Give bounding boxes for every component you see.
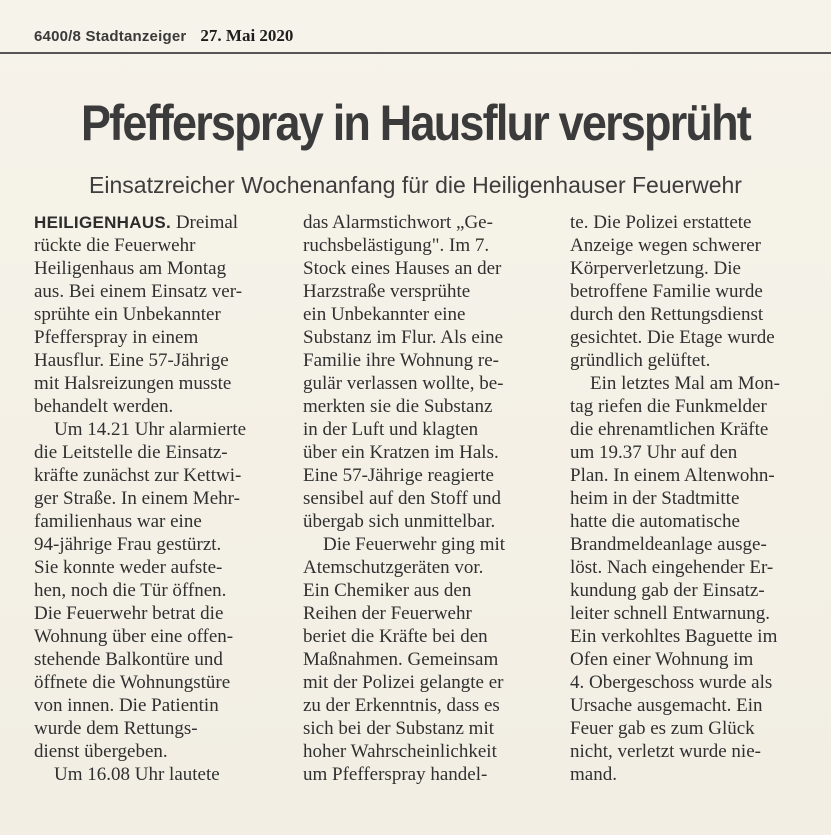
article-line: hatte die automatische xyxy=(570,511,740,532)
article-line: zu der Erkenntnis, dass es xyxy=(303,695,500,716)
article-line: gulär verlassen wollte, be- xyxy=(303,373,504,394)
article-line: sprühte ein Unbekannter xyxy=(34,304,221,325)
article-line: mand. xyxy=(570,764,617,785)
article-headline: Pfefferspray in Hausflur versprüht xyxy=(80,95,750,151)
article-line: öffnete die Wohnungstüre xyxy=(34,672,231,693)
article-line: Wohnung über eine offen- xyxy=(34,626,234,647)
article-line: kräfte zunächst zur Kettwi- xyxy=(34,465,242,486)
article-line: Pfefferspray in einem xyxy=(34,327,199,348)
article-line: Hausflur. Eine 57-Jährige xyxy=(34,350,229,371)
article-line: Ein Chemiker aus den xyxy=(303,580,472,601)
article-line: heim in der Stadtmitte xyxy=(570,488,740,509)
article-column-2 xyxy=(303,211,553,786)
article-line: Ofen einer Wohnung im xyxy=(570,649,754,670)
article-line: Um 16.08 Uhr lautete xyxy=(54,764,220,785)
article-line: Brandmeldeanlage ausge- xyxy=(570,534,767,555)
article-line: die Leitstelle die Einsatz- xyxy=(34,442,228,463)
page-header xyxy=(34,26,293,48)
article-line: löst. Nach eingehender Er- xyxy=(570,557,774,578)
article-line: Anzeige wegen schwerer xyxy=(570,235,761,256)
article-line xyxy=(34,211,284,234)
article-line: te. Die Polizei erstattete xyxy=(570,212,752,233)
article-line: merkten sie die Substanz xyxy=(303,396,493,417)
article-line: leiter schnell Entwarnung. xyxy=(570,603,770,624)
article-line: Ursache ausgemacht. Ein xyxy=(570,695,763,716)
article-column-1 xyxy=(34,211,284,786)
article-line: behandelt werden. xyxy=(34,396,174,417)
article-line: durch den Rettungsdienst xyxy=(570,304,764,325)
article-line: um Pfefferspray handel- xyxy=(303,764,488,785)
article-line: tag riefen die Funkmelder xyxy=(570,396,767,417)
article-line: Um 14.21 Uhr alarmierte xyxy=(54,419,247,440)
newspaper-name: 6400/8 Stadtanzeiger xyxy=(34,28,187,45)
article-line: 94-jährige Frau gestürzt. xyxy=(34,534,222,555)
article-line: mit der Polizei gelangte er xyxy=(303,672,504,693)
article-line: rückte die Feuerwehr xyxy=(34,235,196,256)
article-line: die ehrenamtlichen Kräfte xyxy=(570,419,769,440)
article-line: Heiligenhaus am Montag xyxy=(34,258,227,279)
article-line: aus. Bei einem Einsatz ver- xyxy=(34,281,243,302)
article-line: übergab sich unmittelbar. xyxy=(303,511,496,532)
article-line: familienhaus war eine xyxy=(34,511,202,532)
article-line: dienst übergeben. xyxy=(34,741,168,762)
article-line-text: Dreimal xyxy=(171,212,239,233)
article-line: 4. Obergeschoss wurde als xyxy=(570,672,773,693)
article-line: Maßnahmen. Gemeinsam xyxy=(303,649,499,670)
article-line: mit Halsreizungen musste xyxy=(34,373,232,394)
article-line: Atemschutzgeräten vor. xyxy=(303,557,484,578)
article-line: betroffene Familie wurde xyxy=(570,281,763,302)
article-line: gründlich gelüftet. xyxy=(570,350,711,371)
article-line: Ein verkohltes Baguette im xyxy=(570,626,778,647)
article-line: Harzstraße versprühte xyxy=(303,281,471,302)
article-line: hen, noch die Tür öffnen. xyxy=(34,580,227,601)
article-line: Reihen der Feuerwehr xyxy=(303,603,472,624)
header-rule xyxy=(0,52,831,54)
article-line: über ein Kratzen im Hals. xyxy=(303,442,499,463)
article-line: von innen. Die Patientin xyxy=(34,695,219,716)
article-line: nicht, verletzt wurde nie- xyxy=(570,741,761,762)
article-line: Familie ihre Wohnung re- xyxy=(303,350,499,371)
article-line: stehende Balkontüre und xyxy=(34,649,223,670)
article-line: ein Unbekannter eine xyxy=(303,304,466,325)
article-line: hoher Wahrscheinlichkeit xyxy=(303,741,497,762)
article-line: beriet die Kräfte bei den xyxy=(303,626,488,647)
article-line: sich bei der Substanz mit xyxy=(303,718,495,739)
article-line: Die Feuerwehr ging mit xyxy=(323,534,506,555)
article-dateline: HEILIGENHAUS. xyxy=(34,213,172,232)
article-line: ger Straße. In einem Mehr- xyxy=(34,488,240,509)
article-line: Stock eines Hauses an der xyxy=(303,258,502,279)
article-line: Sie konnte weder aufste- xyxy=(34,557,223,578)
article-line: Eine 57-Jährige reagierte xyxy=(303,465,494,486)
issue-date: 27. Mai 2020 xyxy=(200,26,294,45)
article-line: um 19.37 Uhr auf den xyxy=(570,442,738,463)
article-column-3 xyxy=(570,211,820,786)
article-line: Körperverletzung. Die xyxy=(570,258,741,279)
article-line: wurde dem Rettungs- xyxy=(34,718,198,739)
article-line: in der Luft und klagten xyxy=(303,419,479,440)
article-line: Ein letztes Mal am Mon- xyxy=(590,373,780,394)
article-line: sensibel auf den Stoff und xyxy=(303,488,502,509)
article-line: Substanz im Flur. Als eine xyxy=(303,327,504,348)
article-line: gesichtet. Die Etage wurde xyxy=(570,327,775,348)
article-subheadline: Einsatzreicher Wochenanfang für die Heiligenhauser Feuerwehr xyxy=(89,172,742,198)
article-line: Plan. In einem Altenwohn- xyxy=(570,465,775,486)
article-line: das Alarmstichwort „Ge- xyxy=(303,212,493,233)
article-line: Die Feuerwehr betrat die xyxy=(34,603,224,624)
article-line: ruchsbelästigung". Im 7. xyxy=(303,235,490,256)
article-line: Feuer gab es zum Glück xyxy=(570,718,755,739)
article-line: kundung gab der Einsatz- xyxy=(570,580,765,601)
